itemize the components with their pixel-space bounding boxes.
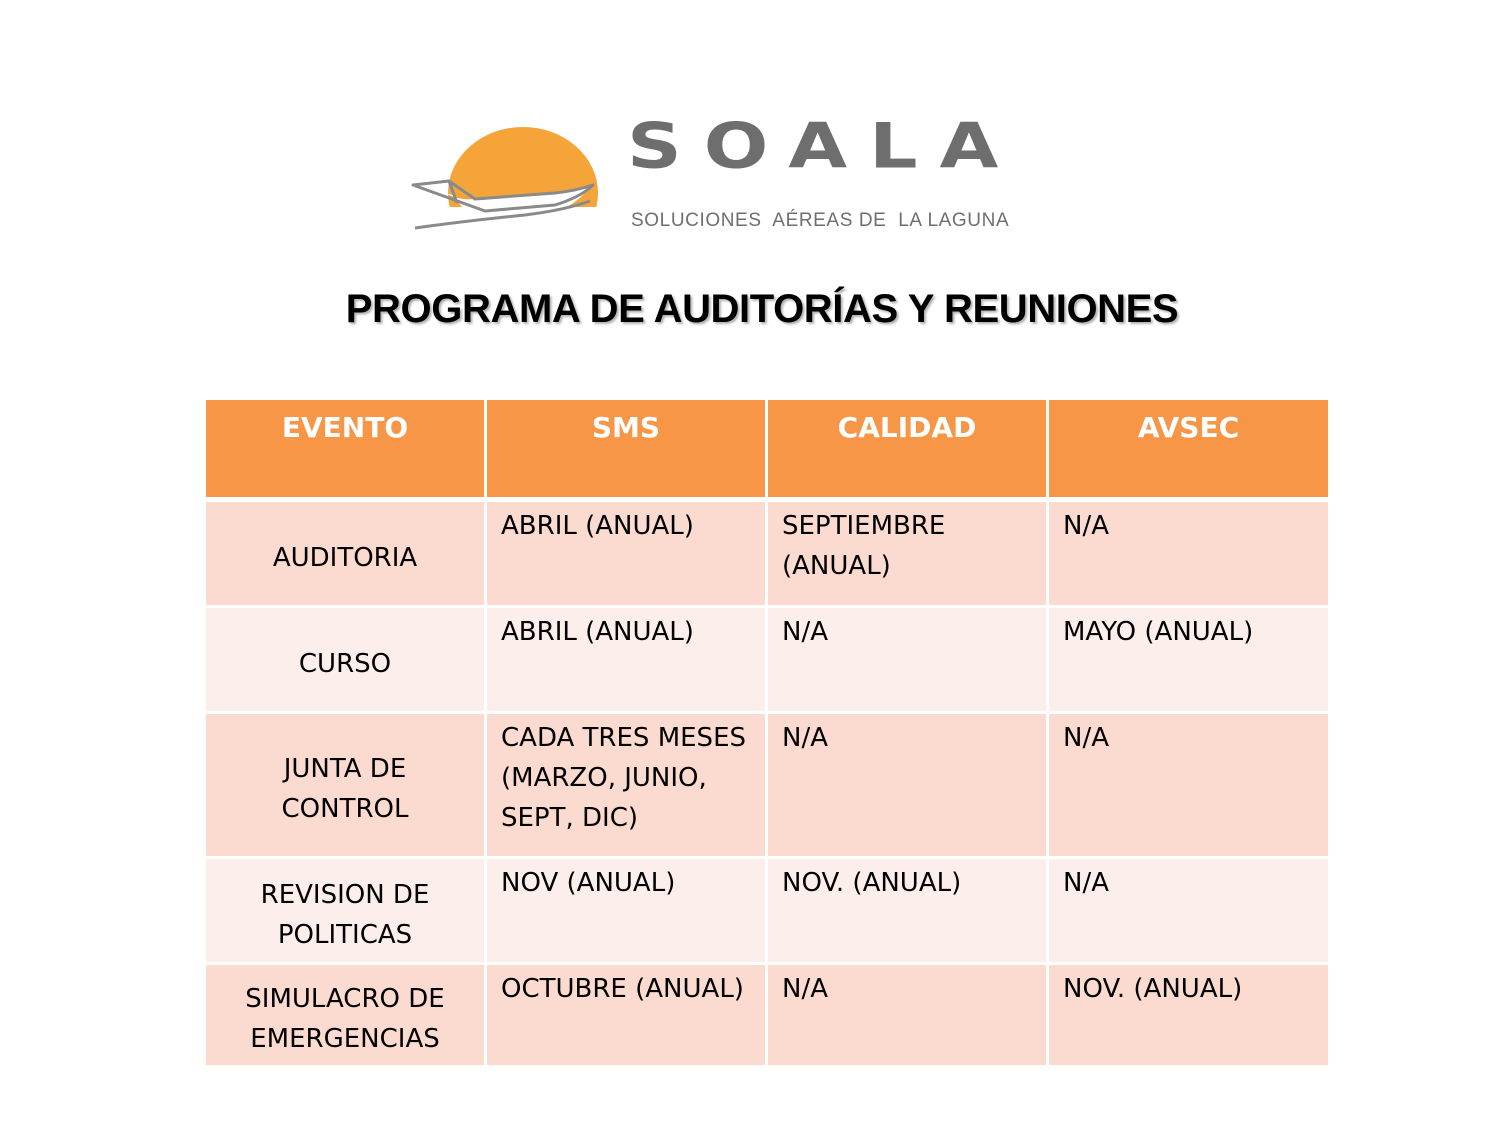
cell-sms: CADA TRES MESES (MARZO, JUNIO, SEPT, DIC) — [486, 713, 767, 858]
cell-sms: ABRIL (ANUAL) — [486, 607, 767, 713]
cell-evento: CURSO — [205, 607, 486, 713]
cell-evento: AUDITORIA — [205, 500, 486, 607]
table-row — [205, 858, 1330, 964]
cell-calidad: NOV. (ANUAL) — [767, 858, 1048, 964]
table-row — [205, 964, 1330, 1067]
cell-sms: ABRIL (ANUAL) — [486, 500, 767, 607]
column-header-sms: SMS — [486, 399, 767, 500]
table-row — [205, 607, 1330, 713]
cell-avsec: MAYO (ANUAL) — [1048, 607, 1330, 713]
cell-calidad: SEPTIEMBRE (ANUAL) — [767, 500, 1048, 607]
cell-evento: JUNTA DE CONTROL — [205, 713, 486, 858]
cell-avsec: NOV. (ANUAL) — [1048, 964, 1330, 1067]
sun-airplane-icon — [405, 115, 605, 235]
column-header-calidad: CALIDAD — [767, 399, 1048, 500]
column-header-evento: EVENTO — [205, 399, 486, 500]
cell-calidad: N/A — [767, 964, 1048, 1067]
table-row — [205, 500, 1330, 607]
cell-avsec: N/A — [1048, 713, 1330, 858]
cell-evento: SIMULACRO DE EMERGENCIAS — [205, 964, 486, 1067]
column-header-avsec: AVSEC — [1048, 399, 1330, 500]
cell-calidad: N/A — [767, 607, 1048, 713]
table-header-row — [205, 399, 1330, 500]
cell-calidad: N/A — [767, 713, 1048, 858]
logo-tagline: SOLUCIONES AÉREAS DE LA LAGUNA — [631, 210, 1010, 231]
cell-avsec: N/A — [1048, 858, 1330, 964]
logo-wordmark: SOALA — [627, 109, 1021, 183]
cell-sms: OCTUBRE (ANUAL) — [486, 964, 767, 1067]
cell-sms: NOV (ANUAL) — [486, 858, 767, 964]
soala-logo — [405, 109, 1045, 245]
table-row — [205, 713, 1330, 858]
cell-avsec: N/A — [1048, 500, 1330, 607]
page-title: PROGRAMA DE AUDITORÍAS Y REUNIONES — [345, 287, 1179, 331]
schedule-table — [203, 397, 1331, 1068]
cell-evento: REVISION DE POLITICAS — [205, 858, 486, 964]
